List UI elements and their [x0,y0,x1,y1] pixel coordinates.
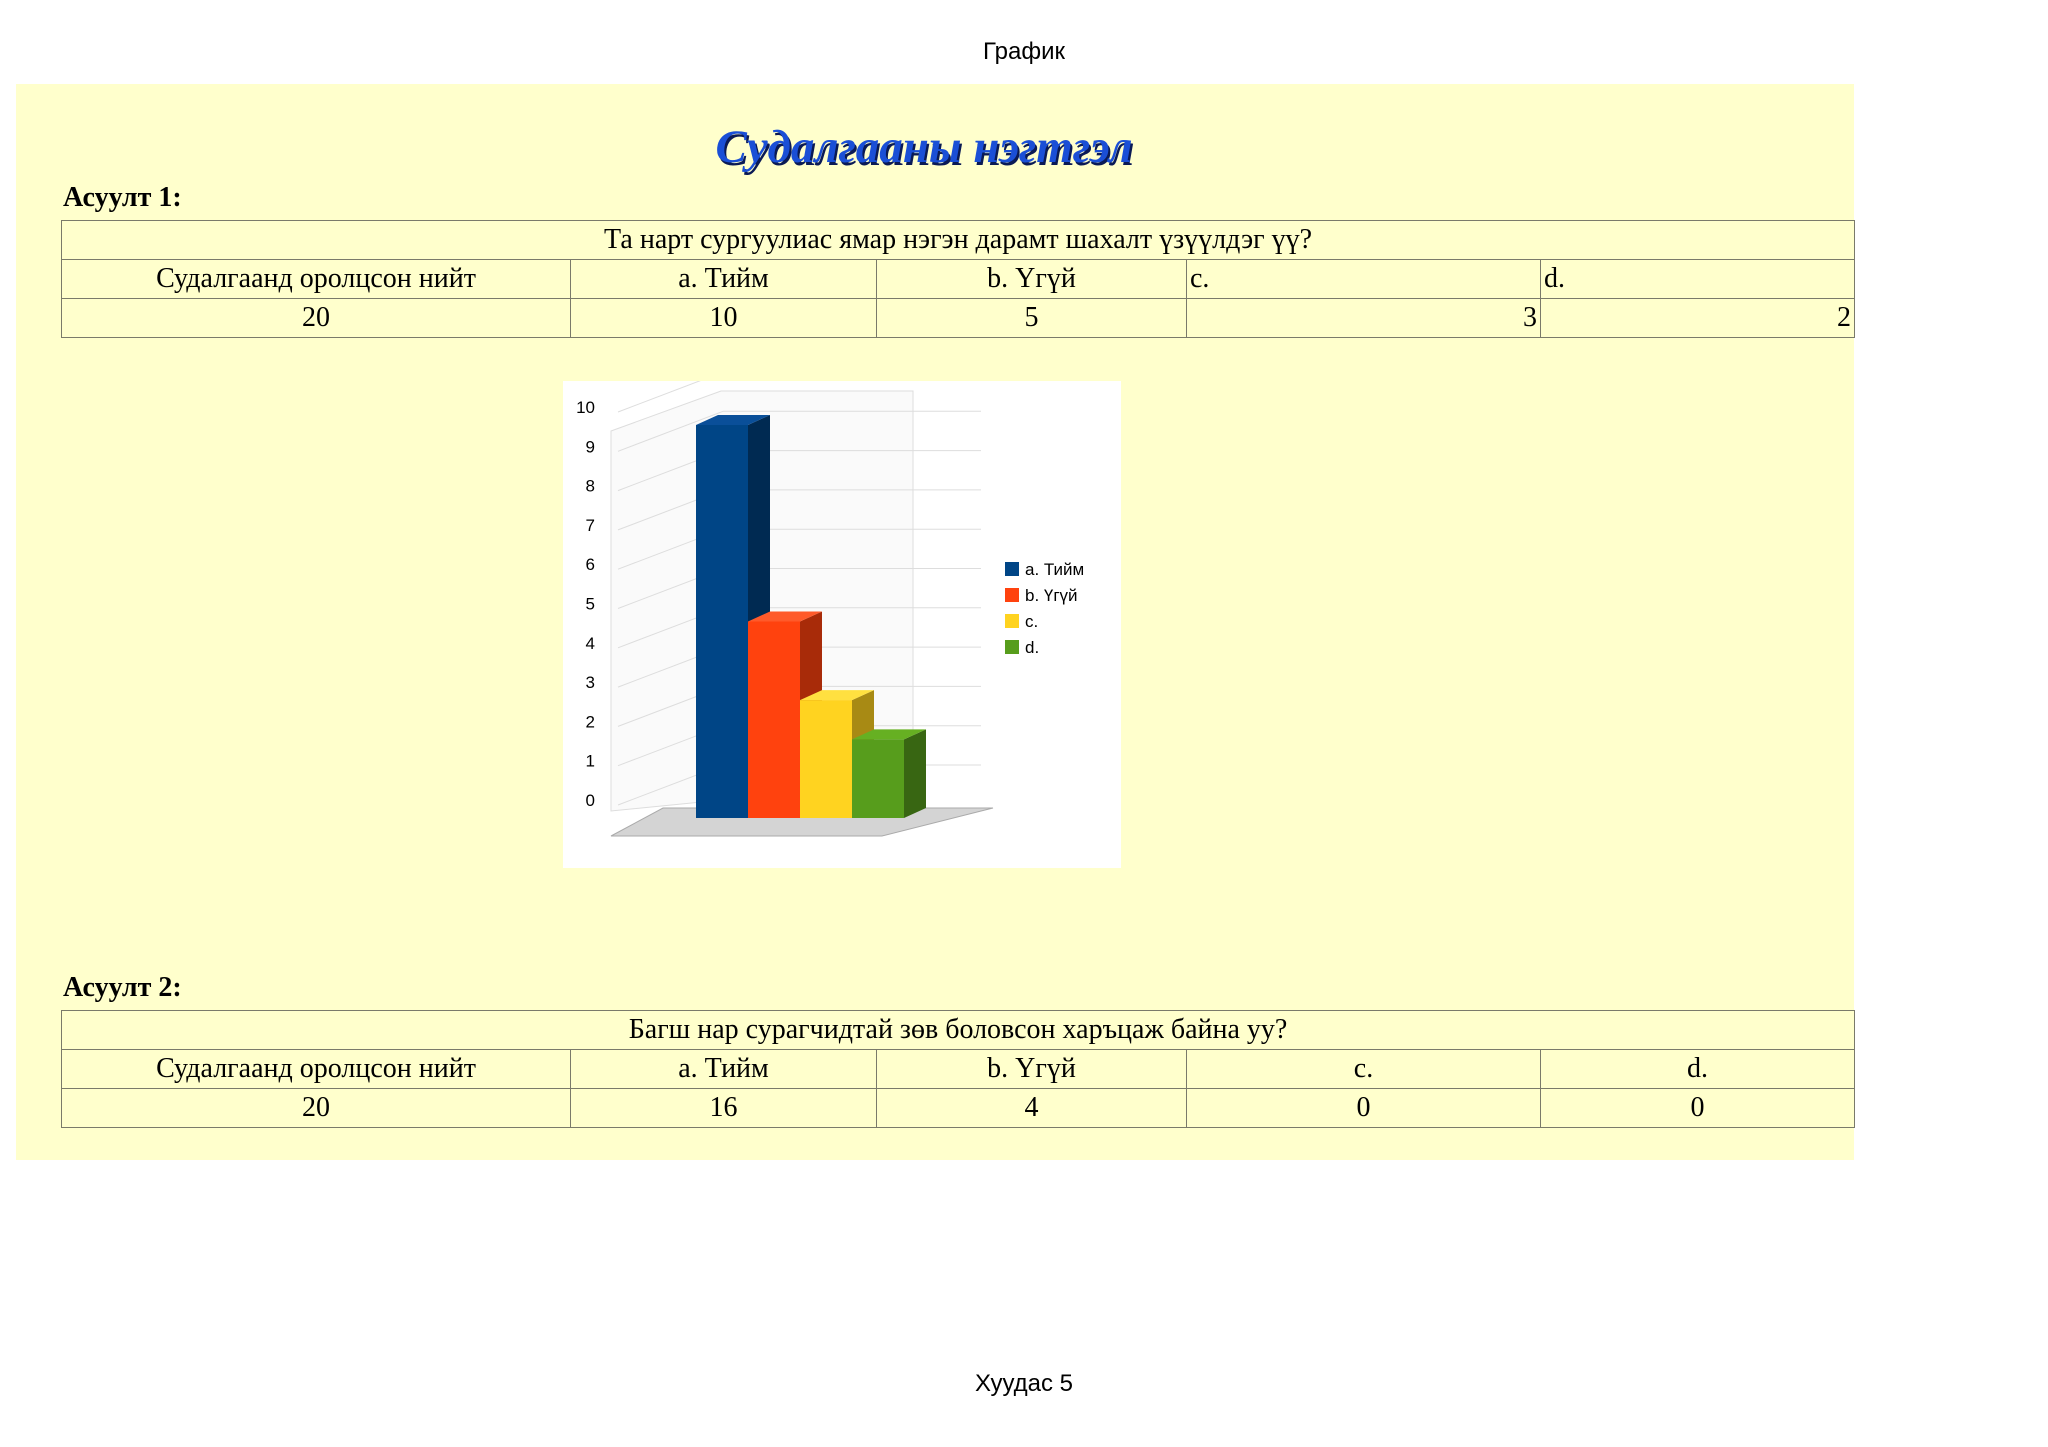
value-cell-c: 0 [1187,1089,1541,1128]
legend-label: b. Үгүй [1025,586,1078,605]
header-cell-d: d. [1541,1050,1855,1089]
header-cell-d: d. [1541,260,1855,299]
value-cell-c: 3 [1187,299,1541,338]
value-cell-total: 20 [62,299,571,338]
y-tick-label: 5 [585,594,595,614]
legend-swatch [1005,640,1019,654]
header-cell-c: c. [1187,260,1541,299]
table-row [62,1089,1855,1128]
page-header: График [983,38,1065,65]
y-tick-label: 10 [576,398,595,417]
header-cell-c: c. [1187,1050,1541,1089]
table-header-row [62,260,1855,299]
y-tick-label: 2 [585,712,595,732]
value-cell-a: 16 [571,1089,877,1128]
table-row [62,299,1855,338]
y-tick-label: 6 [585,555,595,575]
page-footer: Хуудас 5 [974,1370,1074,1397]
y-tick-label: 7 [585,515,595,535]
header-cell-a: a. Тийм [571,260,877,299]
bar-2 [748,622,800,819]
value-cell-b: 4 [877,1089,1187,1128]
y-tick-label: 3 [585,673,595,693]
value-cell-d: 0 [1541,1089,1855,1128]
question-2-table [61,1010,1855,1128]
y-tick-label: 8 [585,476,595,496]
question-row [62,1011,1855,1050]
value-cell-total: 20 [62,1089,571,1128]
legend-swatch [1005,614,1019,628]
header-cell-total: Судалгаанд оролцсон нийт [62,1050,571,1089]
bar-4 [852,739,904,818]
question-1-table [61,220,1855,338]
legend-label: d. [1025,638,1040,657]
bar-3 [800,700,852,818]
bar-side [904,729,926,818]
document-title: Судалгааны нэгтгэл [715,121,1133,173]
bar-chart [563,381,1121,868]
value-cell-b: 5 [877,299,1187,338]
table-header-row [62,1050,1855,1089]
question-row [62,221,1855,260]
value-cell-d: 2 [1541,299,1855,338]
chart-svg [563,381,1121,868]
y-tick-label: 4 [585,633,595,653]
y-tick-label: 0 [585,791,595,810]
header-cell-total: Судалгаанд оролцсон нийт [62,260,571,299]
question-1-text: Та нарт сургуулиас ямар нэгэн дарамт шахалт үзүүлдэг үү? [62,221,1855,260]
legend-label: a. Тийм [1025,560,1085,579]
question-2-label: Асуулт 2: [63,972,182,1003]
y-tick-label: 9 [585,437,595,457]
question-1-label: Асуулт 1: [63,182,182,213]
legend-swatch [1005,562,1019,576]
survey-sheet [16,84,1854,1160]
y-tick-label: 1 [585,751,595,771]
question-2-text: Багш нар сурагчидтай зөв боловсон харъцаж байна уу? [62,1011,1855,1050]
value-cell-a: 10 [571,299,877,338]
legend-swatch [1005,588,1019,602]
header-cell-b: b. Үгүй [877,1050,1187,1089]
header-cell-b: b. Үгүй [877,260,1187,299]
header-cell-a: a. Тийм [571,1050,877,1089]
legend-label: c. [1025,612,1039,631]
bar-1 [696,425,748,818]
